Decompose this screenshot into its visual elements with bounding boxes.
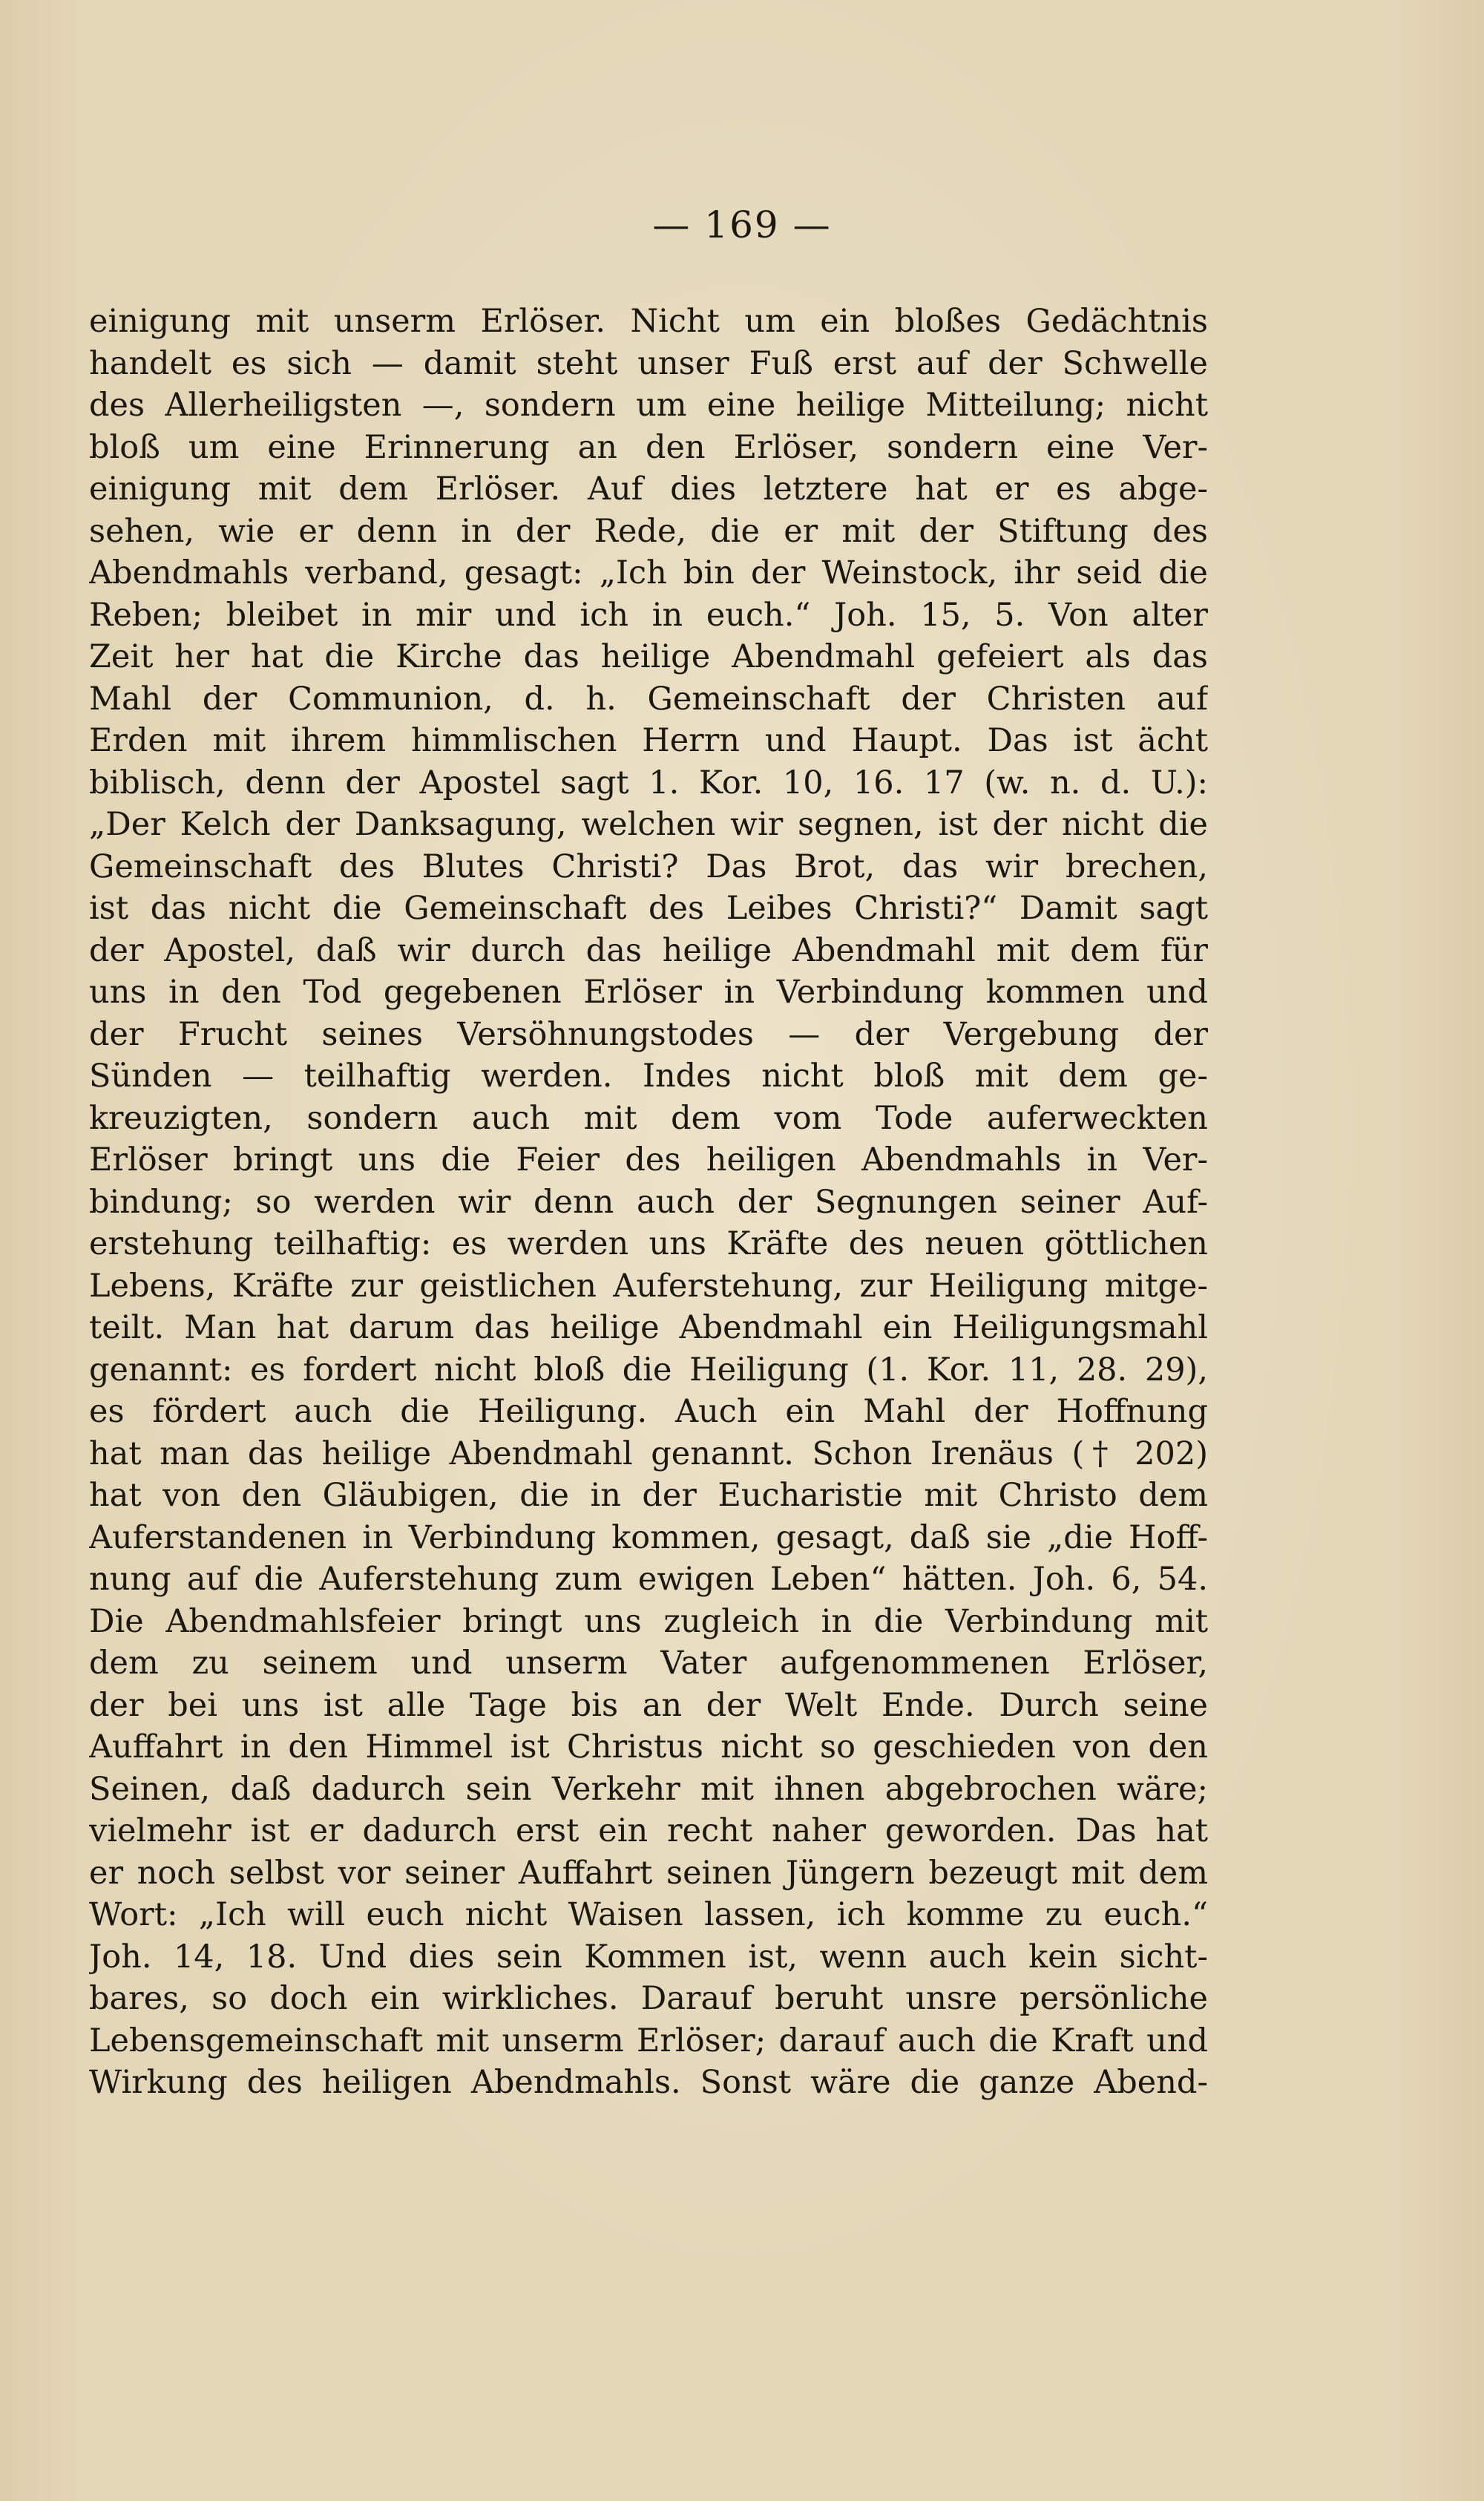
text-line: bares, so doch ein wirkliches. Darauf beruht unsre persönliche [89,1980,1208,2017]
text-line: „Der Kelch der Danksagung, welchen wir segnen, ist der nicht die [89,806,1208,843]
body-text [89,301,1208,2104]
text-line: Wirkung des heiligen Abendmahls. Sonst wäre die ganze Abend- [89,2064,1208,2101]
text-line: Die Abendmahlsfeier bringt uns zugleich in die Verbindung mit [89,1602,1208,1640]
text-line: bindung; so werden wir denn auch der Segnungen seiner Auf- [89,1183,1208,1221]
text-line: hat von den Gläubigen, die in der Eucharistie mit Christo dem [89,1477,1208,1514]
text-line: Reben; bleibet in mir und ich in euch.“ Joh. 15, 5. Von alter [89,596,1208,634]
text-line: dem zu seinem und unserm Vater aufgenommenen Erlöser, [89,1645,1208,1682]
text-line: bloß um eine Erinnerung an den Erlöser, sondern eine Ver- [89,428,1208,466]
text-line: Gemeinschaft des Blutes Christi? Das Brot, das wir brechen, [89,848,1208,885]
text-line: vielmehr ist er dadurch erst ein recht naher geworden. Das hat [89,1812,1208,1849]
text-line: es fördert auch die Heiligung. Auch ein Mahl der Hoffnung [89,1393,1208,1430]
text-line: biblisch, denn der Apostel sagt 1. Kor. 10, 16. 17 (w. n. d. U.): [89,764,1208,802]
text-line: Joh. 14, 18. Und dies sein Kommen ist, wenn auch kein sicht- [89,1938,1208,1976]
text-line: sehen, wie er denn in der Rede, die er mit der Stiftung des [89,512,1208,550]
text-line: Abendmahls verband, gesagt: „Ich bin der Weinstock, ihr seid die [89,554,1208,591]
text-line: ist das nicht die Gemeinschaft des Leibes Christi?“ Damit sagt [89,890,1208,927]
text-line: der Frucht seines Versöhnungstodes — der Vergebung der [89,1015,1208,1053]
text-line: der Apostel, daß wir durch das heilige Abendmahl mit dem für [89,931,1208,969]
text-line: Mahl der Communion, d. h. Gemeinschaft der Christen auf [89,680,1208,718]
text-line: einigung mit dem Erlöser. Auf dies letztere hat er es abge- [89,471,1208,508]
text-line: er noch selbst vor seiner Auffahrt seinen Jüngern bezeugt mit dem [89,1854,1208,1892]
text-line: genannt: es fordert nicht bloß die Heiligung (1. Kor. 11, 28. 29), [89,1351,1208,1389]
text-line: Wort: „Ich will euch nicht Waisen lassen, ich komme zu euch.“ [89,1896,1208,1933]
page-number: — 169 — [652,203,832,246]
text-line: Seinen, daß dadurch sein Verkehr mit ihnen abgebrochen wäre; [89,1770,1208,1808]
text-line: Erlöser bringt uns die Feier des heiligen Abendmahls in Ver- [89,1141,1208,1179]
text-line: erstehung teilhaftig: es werden uns Kräfte des neuen göttlichen [89,1225,1208,1262]
text-line: Auffahrt in den Himmel ist Christus nicht so geschieden von den [89,1728,1208,1766]
text-line: handelt es sich — damit steht unser Fuß erst auf der Schwelle [89,344,1208,382]
text-line: Lebensgemeinschaft mit unserm Erlöser; darauf auch die Kraft und [89,2022,1208,2059]
text-line: teilt. Man hat darum das heilige Abendmahl ein Heiligungsmahl [89,1309,1208,1346]
text-line: der bei uns ist alle Tage bis an der Welt Ende. Durch seine [89,1686,1208,1724]
text-line: nung auf die Auferstehung zum ewigen Leben“ hätten. Joh. 6, 54. [89,1561,1208,1598]
text-line: uns in den Tod gegebenen Erlöser in Verbindung kommen und [89,974,1208,1011]
text-line: einigung mit unserm Erlöser. Nicht um ein bloßes Gedächtnis [89,303,1208,340]
text-line: Lebens, Kräfte zur geistlichen Auferstehung, zur Heiligung mitge- [89,1267,1208,1305]
text-line: Erden mit ihrem himmlischen Herrn und Haupt. Das ist ächt [89,722,1208,759]
text-line: Sünden — teilhaftig werden. Indes nicht bloß mit dem ge- [89,1058,1208,1095]
text-line: hat man das heilige Abendmahl genannt. Schon Irenäus († 202) [89,1435,1208,1472]
text-line: Auferstandenen in Verbindung kommen, gesagt, daß sie „die Hoff- [89,1518,1208,1556]
text-line: kreuzigten, sondern auch mit dem vom Tode auferweckten [89,1099,1208,1137]
text-line: Zeit her hat die Kirche das heilige Abendmahl gefeiert als das [89,638,1208,675]
text-line: des Allerheiligsten —, sondern um eine heilige Mitteilung; nicht [89,387,1208,424]
